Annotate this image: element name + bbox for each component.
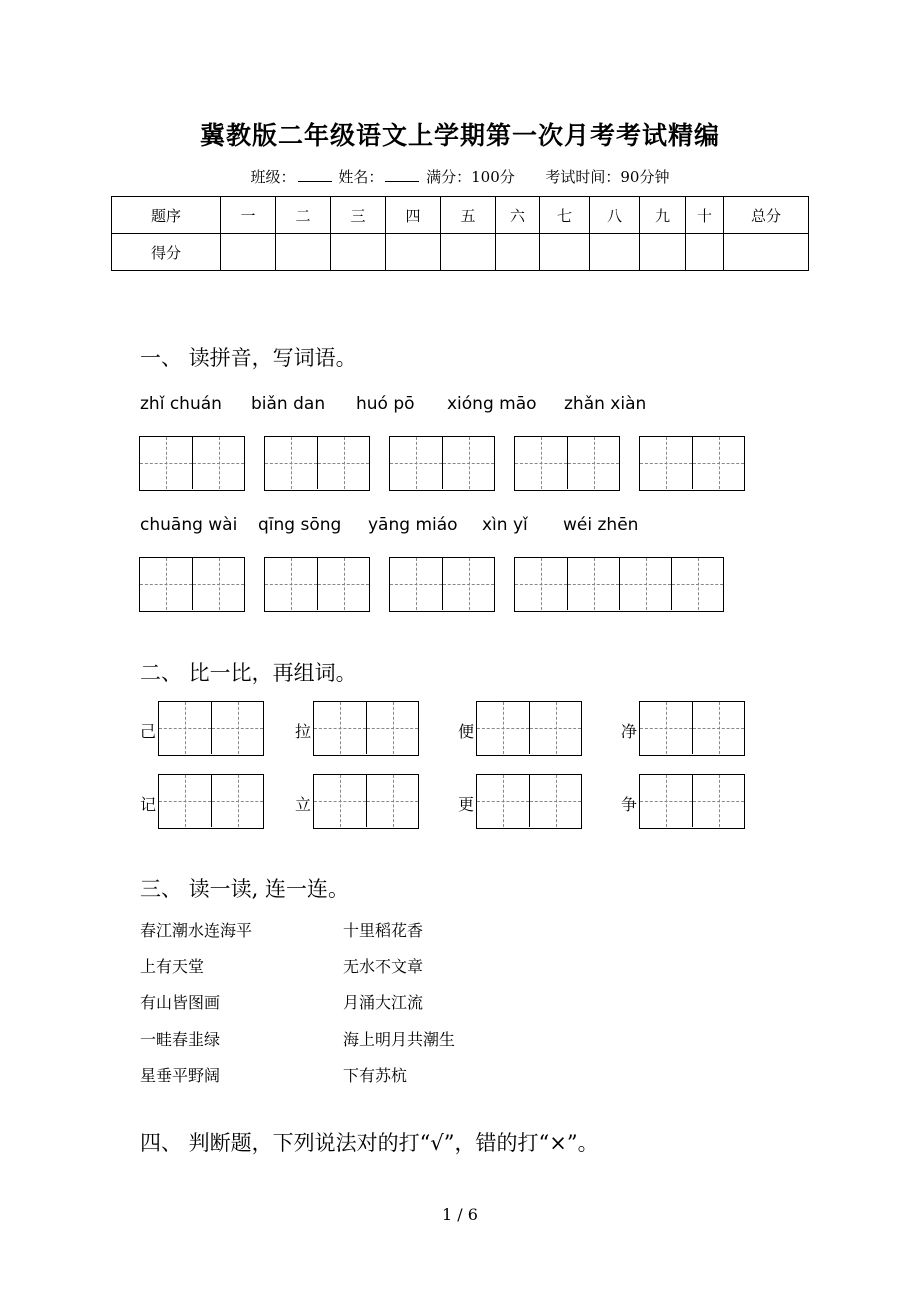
pinyin-label: zhǐ chuán <box>140 394 222 414</box>
score-table <box>111 196 809 271</box>
table-cell: 得分 <box>112 234 221 271</box>
writing-grid[interactable] <box>264 436 370 491</box>
match-right-item[interactable]: 无水不文章 <box>343 957 424 976</box>
writing-grid[interactable] <box>313 701 419 756</box>
section4-heading: 四、 判断题，下列说法对的打“√”，错的打“×”。 <box>140 1131 599 1155</box>
writing-grid[interactable] <box>313 774 419 829</box>
section3-heading: 三、 读一读, 连一连。 <box>140 877 350 901</box>
table-cell: 七 <box>540 197 590 234</box>
compare-char: 拉 <box>295 722 312 741</box>
match-right-item[interactable]: 下有苏杭 <box>343 1066 408 1085</box>
match-left-item[interactable]: 一畦春韭绿 <box>140 1030 221 1049</box>
writing-grid[interactable] <box>389 557 495 612</box>
pinyin-label: yāng miáo <box>368 515 458 535</box>
table-cell: 五 <box>441 197 496 234</box>
score-cell[interactable] <box>441 234 496 271</box>
name-blank[interactable] <box>385 167 419 182</box>
table-cell: 三 <box>331 197 386 234</box>
score-cell[interactable] <box>686 234 724 271</box>
pinyin-label: xióng māo <box>447 394 537 414</box>
pinyin-label: huó pō <box>356 394 415 414</box>
match-right-item[interactable]: 海上明月共潮生 <box>343 1030 456 1049</box>
table-cell: 总分 <box>724 197 809 234</box>
table-cell: 四 <box>386 197 441 234</box>
score-cell[interactable] <box>540 234 590 271</box>
class-blank[interactable] <box>298 167 332 182</box>
writing-grid[interactable] <box>639 701 745 756</box>
score-cell[interactable] <box>386 234 441 271</box>
writing-grid[interactable] <box>514 436 620 491</box>
pinyin-label: chuāng wài <box>140 515 238 535</box>
writing-grid[interactable] <box>139 436 245 491</box>
score-table-header-row <box>112 197 809 234</box>
writing-grid[interactable] <box>514 557 724 612</box>
table-cell: 九 <box>640 197 686 234</box>
score-cell[interactable] <box>724 234 809 271</box>
exam-time: 考试时间：90分钟 <box>545 168 670 186</box>
score-cell[interactable] <box>590 234 640 271</box>
pinyin-label: xìn yǐ <box>482 515 528 535</box>
match-left-item[interactable]: 上有天堂 <box>140 957 205 976</box>
full-score: 满分：100分 <box>426 168 515 186</box>
writing-grid[interactable] <box>158 701 264 756</box>
pinyin-label: biǎn dan <box>251 394 326 414</box>
section1-heading: 一、 读拼音，写词语。 <box>140 346 357 370</box>
match-left-item[interactable]: 春江潮水连海平 <box>140 921 253 940</box>
page-title: 冀教版二年级语文上学期第一次月考考试精编 <box>199 121 720 150</box>
compare-char: 立 <box>295 795 312 814</box>
writing-grid[interactable] <box>476 701 582 756</box>
pinyin-label: qīng sōng <box>258 515 342 535</box>
table-cell: 六 <box>496 197 540 234</box>
compare-char: 净 <box>621 722 638 741</box>
name-label: 姓名： <box>338 168 384 186</box>
table-cell: 八 <box>590 197 640 234</box>
score-table-score-row <box>112 234 809 271</box>
compare-char: 更 <box>458 795 475 814</box>
compare-char: 争 <box>621 795 638 814</box>
score-cell[interactable] <box>331 234 386 271</box>
writing-grid[interactable] <box>158 774 264 829</box>
exam-info-line <box>0 166 920 187</box>
writing-grid[interactable] <box>639 436 745 491</box>
writing-grid[interactable] <box>139 557 245 612</box>
page-number: 1 / 6 <box>442 1205 478 1224</box>
match-right-item[interactable]: 月涌大江流 <box>343 993 424 1012</box>
match-left-item[interactable]: 星垂平野阔 <box>140 1066 221 1085</box>
writing-grid[interactable] <box>639 774 745 829</box>
match-left-item[interactable]: 有山皆图画 <box>140 993 221 1012</box>
pinyin-label: wéi zhēn <box>563 515 639 535</box>
table-cell: 二 <box>276 197 331 234</box>
pinyin-label: zhǎn xiàn <box>564 394 647 414</box>
writing-grid[interactable] <box>476 774 582 829</box>
class-label: 班级： <box>250 168 296 186</box>
score-cell[interactable] <box>640 234 686 271</box>
table-cell: 题序 <box>112 197 221 234</box>
writing-grid[interactable] <box>264 557 370 612</box>
compare-char: 己 <box>140 722 157 741</box>
table-cell: 十 <box>686 197 724 234</box>
compare-char: 记 <box>140 795 157 814</box>
score-cell[interactable] <box>496 234 540 271</box>
writing-grid[interactable] <box>389 436 495 491</box>
match-right-item[interactable]: 十里稻花香 <box>343 921 424 940</box>
score-cell[interactable] <box>221 234 276 271</box>
score-cell[interactable] <box>276 234 331 271</box>
table-cell: 一 <box>221 197 276 234</box>
compare-char: 便 <box>458 722 475 741</box>
section2-heading: 二、 比一比，再组词。 <box>140 661 357 685</box>
